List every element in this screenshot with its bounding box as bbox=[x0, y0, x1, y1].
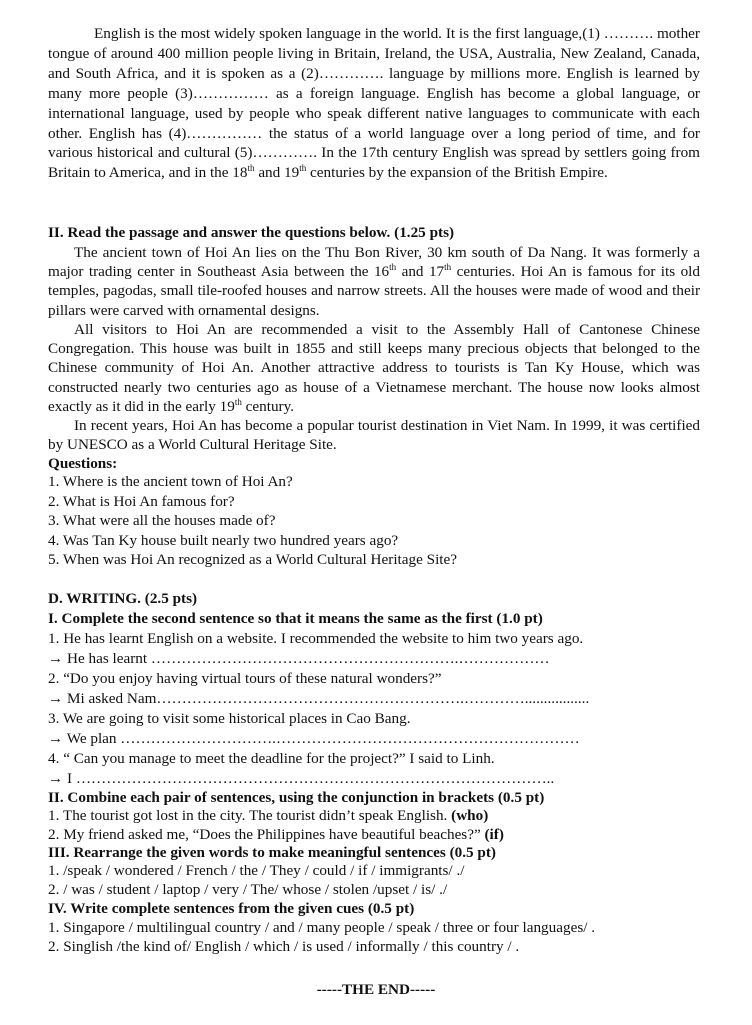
list-item bbox=[48, 825, 700, 844]
list-item: 2. Singlish /the kind of/ English / which / is used / informally / this country / . bbox=[48, 938, 520, 955]
text-run: The ancient town of Hoi An lies on the Thu Bon River, 30 km south of Da Nang. It was formerly a major trading center in Southeast Asia between the 16 bbox=[48, 244, 700, 281]
conjunction: (who) bbox=[451, 807, 489, 824]
list-item: 3. We are going to visit some historical places in Cao Bang. bbox=[48, 710, 411, 727]
part3-heading: III. Rearrange the given words to make meaningful sentences (0.5 pt) bbox=[48, 844, 496, 861]
reading-paragraph-2 bbox=[48, 320, 700, 416]
part4-heading: IV. Write complete sentences from the given cues (0.5 pt) bbox=[48, 900, 415, 917]
answer-line: → We plan ………………………….…………………………………………………… bbox=[48, 730, 580, 747]
answer-line: → He has learnt …………………………………………………….……………… bbox=[48, 650, 550, 667]
part1-heading: I. Complete the second sentence so that it means the same as the first (1.0 pt) bbox=[48, 610, 543, 627]
text-run: and 19 bbox=[254, 164, 300, 182]
superscript: th bbox=[234, 396, 242, 407]
reading-heading: II. Read the passage and answer the questions below. (1.25 pts) bbox=[48, 224, 455, 241]
text-run: All visitors to Hoi An are recommended a visit to the Assembly Hall of Cantonese Chinese Congregation. This house was built in 1855 and still keeps many precious objects that belonged to the Chinese community of Hoi An. Another attractive address to tourists is Tan Ky House, which was constructed nearly two centuries ago as house of a Vietnamese merchant. The house now looks almost exactly as it did in the early 19 bbox=[48, 321, 700, 415]
text-run: century. bbox=[241, 397, 295, 415]
text-run: centuries by the expansion of the British Empire. bbox=[306, 164, 608, 182]
list-item: 2. What is Hoi An famous for? bbox=[48, 492, 235, 510]
list-item: 1. Where is the ancient town of Hoi An? bbox=[48, 473, 293, 490]
superscript: th bbox=[299, 163, 307, 174]
part2-heading: II. Combine each pair of sentences, using the conjunction in brackets (0.5 pt) bbox=[48, 789, 545, 806]
list-item: 1. /speak / wondered / French / the / They / could / if / immigrants/ ./ bbox=[48, 862, 465, 879]
list-item: 1. He has learnt English on a website. I recommended the website to him two years ago. bbox=[48, 630, 584, 647]
the-end-footer: -----THE END----- bbox=[316, 981, 436, 998]
section-c-paragraph bbox=[48, 24, 700, 183]
writing-section bbox=[48, 609, 700, 956]
text-run: and 17 bbox=[396, 263, 445, 281]
questions-heading: Questions: bbox=[48, 455, 118, 472]
list-item: 5. When was Hoi An recognized as a World Cultural Heritage Site? bbox=[48, 551, 458, 569]
questions-list bbox=[48, 472, 700, 570]
superscript: th bbox=[444, 262, 452, 273]
conjunction: (if) bbox=[484, 826, 504, 843]
list-item: 4. “ Can you manage to meet the deadline for the project?” I said to Linh. bbox=[48, 750, 495, 767]
text-run: 2. My friend asked me, “Does the Philippines have beautiful beaches?” bbox=[48, 826, 485, 843]
answer-line: → Mi asked Nam…………………………………………………….…………................. bbox=[48, 690, 590, 707]
text-run: English is the most widely spoken language in the world. It is the first language,(1) ………. mother tongue of around 400 million people living in Britain, Ireland, the USA, Australia, New Zealand, Canada, and South Africa, and it is spoken as a (2)…………. language by millions more. English is learned by many more people (3)…………… as a foreign language. English has become a global language, or international language, used by people who speak different native languages to communicate with each other. English has (4)…………… the status of a world language over a long period of time, and for various historical and cultural (5)…………. In the 17th century English was spread by settlers going from Britain to America, and in the 18 bbox=[48, 25, 700, 182]
answer-line: → I ………………………………………………………………………………….. bbox=[48, 770, 555, 787]
list-item bbox=[48, 807, 700, 825]
list-item: 1. Singapore / multilingual country / and / many people / speak / three or four languages/ . bbox=[48, 919, 596, 936]
list-item: 3. What were all the houses made of? bbox=[48, 512, 276, 530]
list-item: 4. Was Tan Ky house built nearly two hundred years ago? bbox=[48, 531, 399, 549]
writing-heading: D. WRITING. (2.5 pts) bbox=[48, 590, 198, 607]
text-run: 1. The tourist got lost in the city. The tourist didn’t speak English. bbox=[48, 807, 452, 824]
text-run: centuries. Hoi An is famous for its old temples, pagodas, small tile-roofed houses and narrow streets. All the houses were made of wood and their pillars were carved with ornamental designs. bbox=[48, 263, 700, 319]
list-item: 2. / was / student / laptop / very / The/ whose / stolen /upset / is/ ./ bbox=[48, 881, 448, 898]
list-item: 2. “Do you enjoy having virtual tours of these natural wonders?” bbox=[48, 670, 442, 687]
superscript: th bbox=[247, 163, 255, 174]
reading-paragraph-3: In recent years, Hoi An has become a popular tourist destination in Viet Nam. In 1999, it was certified by UNESCO as a World Cultural Heritage Site. bbox=[48, 417, 700, 454]
reading-paragraph-1 bbox=[48, 243, 700, 320]
superscript: th bbox=[389, 262, 397, 273]
